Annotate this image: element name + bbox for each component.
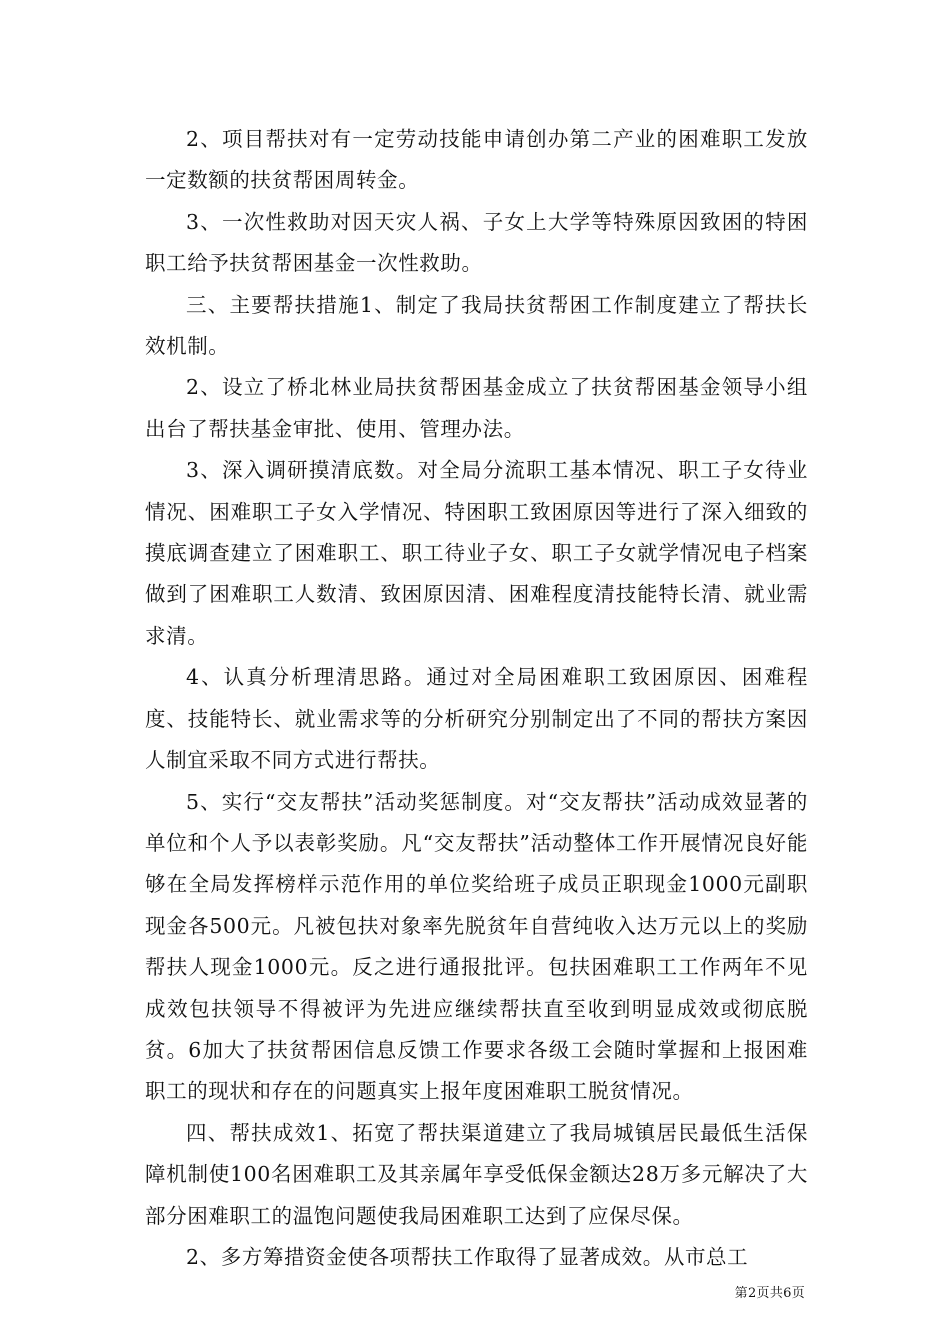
paragraph-fund-raising: 2、多方筹措资金使各项帮扶工作取得了显著成效。从市总工	[186, 1244, 749, 1269]
paragraph-relief-fund: 2、设立了桥北林业局扶贫帮困基金成立了扶贫帮困基金领导小组出台了帮扶基金审批、使用、管理办法。	[145, 375, 808, 441]
paragraph-investigation: 3、深入调研摸清底数。对全局分流职工基本情况、职工子女待业情况、困难职工子女入学情况、特困职工致困原因等进行了深入细致的摸底调查建立了困难职工、职工待业子女、职工子女就学情况电子档案做到了困难职工人数清、致困原因清、困难程度清技能特长清、就业需求清。	[145, 458, 808, 648]
paragraph-main-measures: 三、主要帮扶措施1、制定了我局扶贫帮困工作制度建立了帮扶长效机制。	[145, 292, 808, 359]
paragraph-assistance-results: 四、帮扶成效1、拓宽了帮扶渠道建立了我局城镇居民最低生活保障机制使100名困难职工及其亲属年享受低保金额达28万多元解决了大部分困难职工的温饱问题使我局困难职工达到了应保尽保。	[145, 1120, 808, 1228]
paragraph-project-assistance: 2、项目帮扶对有一定劳动技能申请创办第二产业的困难职工发放一定数额的扶贫帮困周转金。	[145, 127, 808, 193]
paragraph-reward-system: 5、实行“交友帮扶”活动奖惩制度。对“交友帮扶”活动成效显著的单位和个人予以表彰奖励。凡“交友帮扶”活动整体工作开展情况良好能够在全局发挥榜样示范作用的单位奖给班子成员正职现金1000元副职现金各500元。凡被包扶对象率先脱贫年自营纯收入达万元以上的奖励帮扶人现金1000元。反之进行通报批评。包扶困难职工工作两年不见成效包扶领导不得被评为先进应继续帮扶直至收到明显成效或彻底脱贫。6加大了扶贫帮困信息反馈工作要求各级工会随时掌握和上报困难职工的现状和存在的问题真实上报年度困难职工脱贫情况。	[145, 789, 808, 1104]
document-body	[145, 119, 808, 1278]
page-number-footer: 第2页共6页	[734, 1286, 805, 1301]
paragraph-one-time-relief: 3、一次性救助对因天灾人祸、子女上大学等特殊原因致困的特困职工给予扶贫帮困基金一次性救助。	[145, 209, 808, 276]
paragraph-analysis: 4、认真分析理清思路。通过对全局困难职工致困原因、困难程度、技能特长、就业需求等的分析研究分别制定出了不同的帮扶方案因人制宜采取不同方式进行帮扶。	[145, 665, 808, 773]
